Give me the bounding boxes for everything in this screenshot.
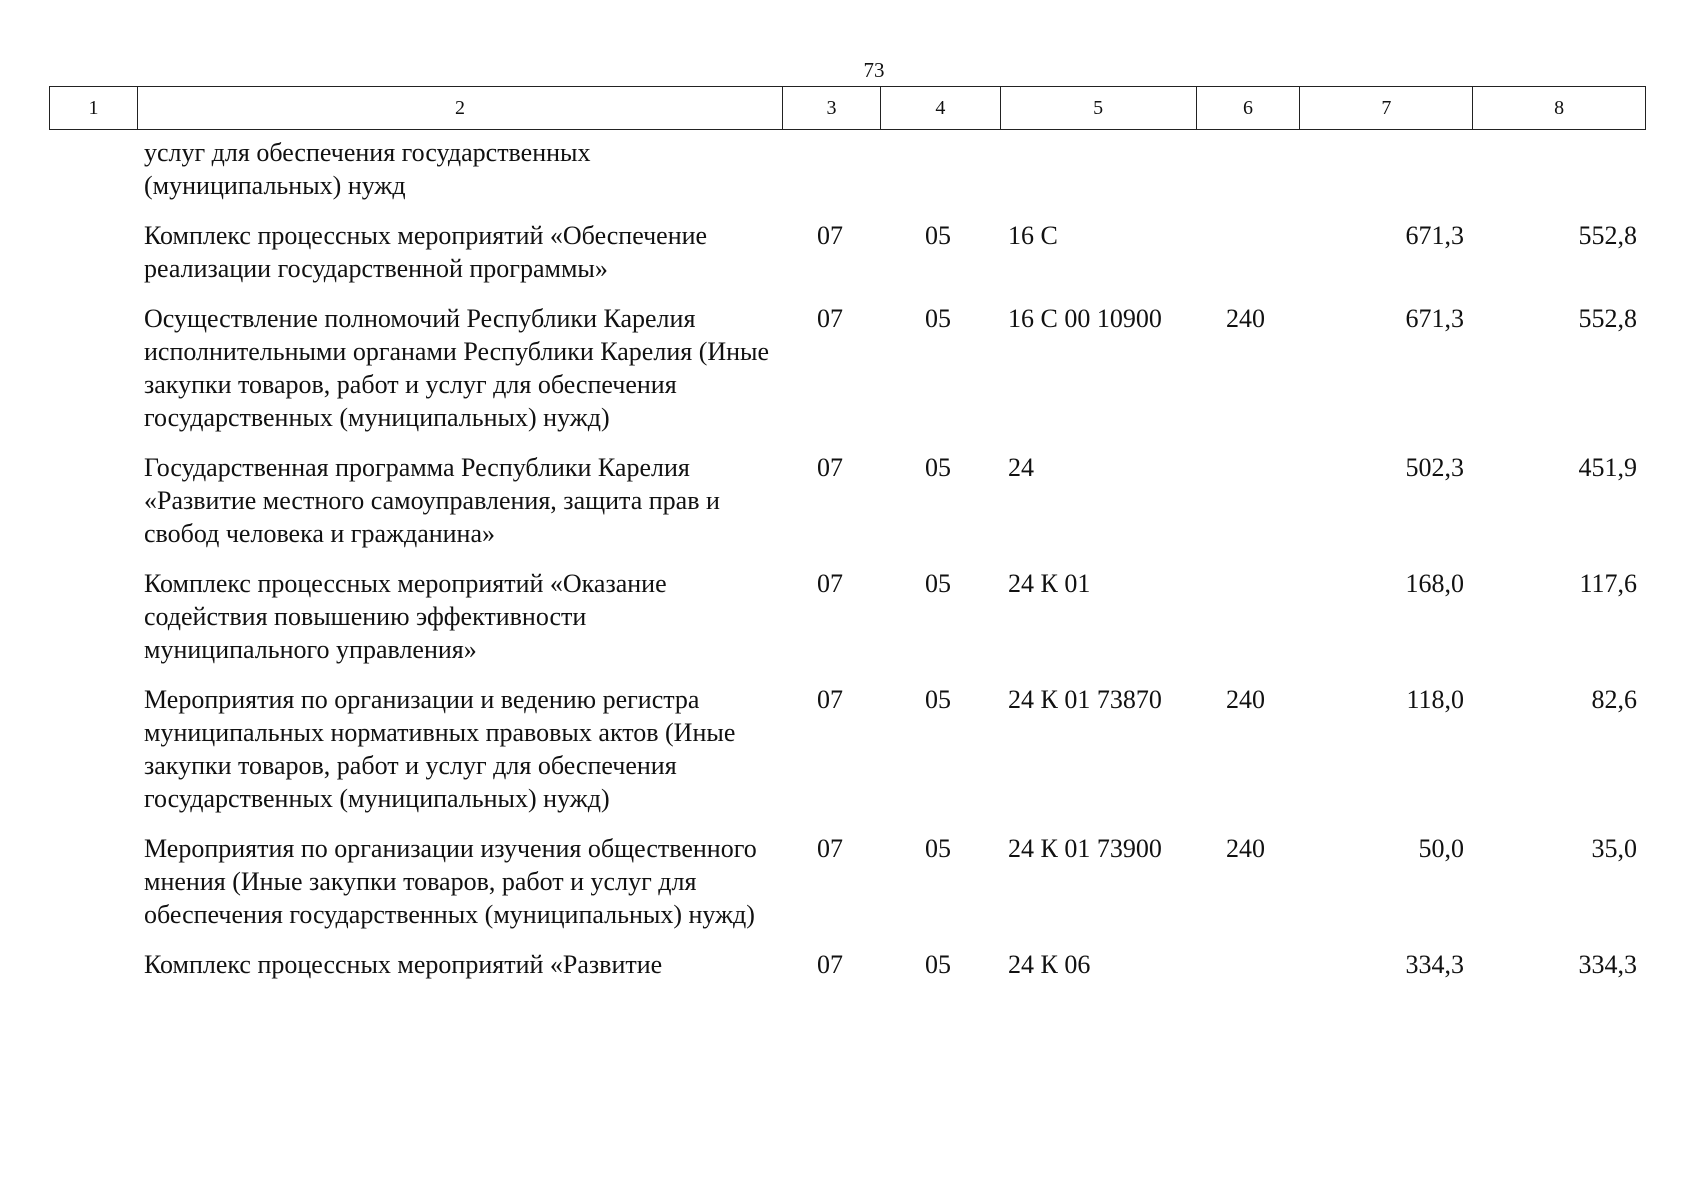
cell-description: Государственная программа Республики Карелия «Развитие местного самоуправления, защита прав и свобод человека и гражданина» (144, 453, 720, 548)
cell-target-article: 24 (1008, 453, 1034, 482)
cell-section: 07 (817, 221, 843, 250)
cell-target-article: 24 К 01 73900 (1008, 834, 1162, 863)
cell-amount-7: 671,3 (1405, 304, 1464, 333)
cell-amount-8: 552,8 (1578, 221, 1637, 250)
cell-expense-type (1196, 567, 1300, 666)
cell-expense-type (1196, 451, 1300, 550)
cell-amount-8: 35,0 (1591, 834, 1637, 863)
cell-col1 (49, 219, 136, 285)
header-cell-5: 5 (1000, 87, 1196, 129)
table-row (49, 451, 1646, 550)
cell-description: Комплекс процессных мероприятий «Обеспечение реализации государственной программы» (144, 221, 708, 283)
header-cell-7: 7 (1299, 87, 1472, 129)
cell-target-article: 24 К 01 (1008, 569, 1091, 598)
table-row (49, 136, 1646, 202)
header-cell-3: 3 (782, 87, 880, 129)
cell-amount-7: 334,3 (1405, 950, 1464, 979)
cell-col1 (49, 567, 136, 666)
cell-description: Комплекс процессных мероприятий «Оказание содействия повышению эффективности муниципального управления» (144, 569, 667, 664)
cell-amount-8: 82,6 (1591, 685, 1637, 714)
cell-amount-8 (1473, 136, 1646, 202)
cell-target-article: 16 С 00 10900 (1008, 304, 1162, 333)
cell-amount-7: 671,3 (1405, 221, 1464, 250)
cell-subsection: 05 (925, 834, 951, 863)
cell-subsection (880, 136, 1000, 202)
cell-section (782, 136, 880, 202)
table-header-row (49, 86, 1646, 130)
cell-expense-type: 240 (1226, 834, 1265, 863)
cell-subsection: 05 (925, 453, 951, 482)
cell-expense-type: 240 (1226, 685, 1265, 714)
cell-subsection: 05 (925, 569, 951, 598)
page-number: 73 (863, 58, 885, 82)
cell-target-article: 16 С (1008, 221, 1058, 250)
header-cell-1: 1 (88, 96, 99, 119)
cell-subsection: 05 (925, 221, 951, 250)
cell-col1 (49, 948, 136, 981)
cell-amount-7: 502,3 (1405, 453, 1464, 482)
table-body (49, 136, 1646, 998)
header-cell-2: 2 (137, 87, 782, 129)
cell-amount-8: 334,3 (1578, 950, 1637, 979)
cell-target-article (1000, 136, 1196, 202)
cell-expense-type (1196, 136, 1300, 202)
cell-section: 07 (817, 950, 843, 979)
cell-section: 07 (817, 453, 843, 482)
table-row (49, 683, 1646, 815)
cell-amount-7: 168,0 (1405, 569, 1464, 598)
cell-subsection: 05 (925, 304, 951, 333)
cell-target-article: 24 К 01 73870 (1008, 685, 1162, 714)
cell-section: 07 (817, 304, 843, 333)
cell-amount-8: 117,6 (1579, 569, 1637, 598)
cell-col1 (49, 683, 136, 815)
cell-description: услуг для обеспечения государственных (муниципальных) нужд (144, 138, 591, 200)
cell-col1 (49, 451, 136, 550)
header-cell-4: 4 (880, 87, 1000, 129)
cell-amount-7 (1300, 136, 1473, 202)
cell-subsection: 05 (925, 685, 951, 714)
cell-col1 (49, 136, 136, 202)
table-row (49, 302, 1646, 434)
cell-description: Осуществление полномочий Республики Карелия исполнительными органами Республики Карелия (Иные закупки товаров, работ и услуг для обеспечения государственных (муниципальных) нужд) (144, 304, 770, 432)
cell-subsection: 05 (925, 950, 951, 979)
cell-expense-type: 240 (1226, 304, 1265, 333)
cell-col1 (49, 302, 136, 434)
cell-target-article: 24 К 06 (1008, 950, 1091, 979)
cell-expense-type (1196, 948, 1300, 981)
cell-description: Мероприятия по организации изучения общественного мнения (Иные закупки товаров, работ и услуг для обеспечения государственных (муниципальных) нужд) (144, 834, 757, 929)
table-row (49, 567, 1646, 666)
cell-amount-8: 451,9 (1578, 453, 1637, 482)
table-row (49, 948, 1646, 981)
cell-expense-type (1196, 219, 1300, 285)
cell-section: 07 (817, 685, 843, 714)
header-cell-8: 8 (1472, 87, 1645, 129)
cell-amount-8: 552,8 (1578, 304, 1637, 333)
cell-description: Комплекс процессных мероприятий «Развитие (144, 950, 663, 979)
table-row (49, 832, 1646, 931)
cell-amount-7: 118,0 (1406, 685, 1464, 714)
cell-section: 07 (817, 834, 843, 863)
cell-col1 (49, 832, 136, 931)
cell-amount-7: 50,0 (1418, 834, 1464, 863)
cell-section: 07 (817, 569, 843, 598)
cell-description: Мероприятия по организации и ведению регистра муниципальных нормативных правовых актов (Иные закупки товаров, работ и услуг для обеспечения государственных (муниципальных) нужд) (144, 685, 736, 813)
table-row (49, 219, 1646, 285)
header-cell-6: 6 (1196, 87, 1300, 129)
